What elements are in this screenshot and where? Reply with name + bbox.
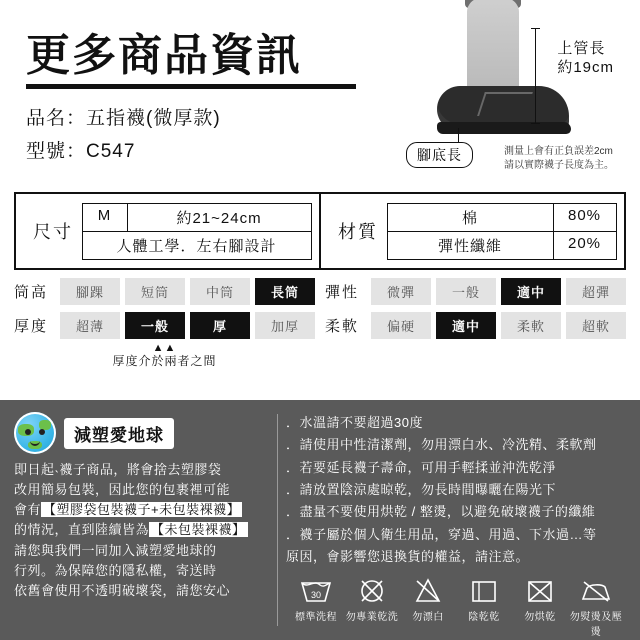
product-photo — [362, 0, 632, 190]
attribute-option[interactable]: 加厚 — [255, 312, 315, 339]
model-value: C547 — [86, 141, 136, 163]
eco-line: 行列。為保障您的隱私權，寄送時 — [14, 562, 217, 578]
shoe-lace — [477, 92, 533, 116]
care-symbol — [400, 575, 456, 638]
care-symbol-caption: 勿漂白 — [412, 611, 444, 623]
care-symbol-caption: 勿專業乾洗 — [345, 611, 399, 623]
size-design: 人體工學．左右腳設計 — [82, 231, 312, 260]
attribute-option[interactable]: 柔軟 — [501, 312, 561, 339]
material-name: 彈性纖維 — [387, 231, 554, 260]
attribute-label: 彈性 — [325, 284, 360, 301]
no-iron-icon — [576, 575, 616, 605]
footnote-text: 厚度介於兩者之間 — [112, 354, 217, 368]
table-row — [387, 231, 616, 259]
material-pct: 20% — [553, 231, 617, 260]
attribute-column-right — [325, 278, 626, 369]
care-symbol — [344, 575, 400, 638]
care-section — [286, 410, 626, 638]
attribute-option[interactable]: 腳踝 — [60, 278, 120, 305]
top-length-label: 上管長 — [557, 40, 606, 57]
attribute-option[interactable]: 中筒 — [190, 278, 250, 305]
list-item: ．若要延長襪子壽命，可用手輕揉並沖洗乾淨 — [286, 459, 557, 475]
material-section — [321, 194, 624, 268]
list-item: ．水溫請不要超過30度 — [286, 415, 423, 430]
attribute-row-thickness — [14, 312, 315, 339]
material-name: 棉 — [387, 203, 554, 232]
size-values — [82, 203, 311, 259]
table-row — [82, 203, 311, 231]
list-item: ．襪子屬於個人衛生用品，穿過、用過、下水過…等 — [286, 526, 597, 542]
list-item: ．盡量不要使用烘乾 / 整燙，以避免破壞襪子的纖維 — [286, 504, 596, 520]
attribute-option-selected[interactable]: 長筒 — [255, 278, 315, 305]
size-range: 約21~24cm — [127, 203, 312, 232]
attribute-row-softness — [325, 312, 626, 339]
eco-line-part: 的情況，直到陸續皆為 — [14, 522, 150, 538]
size-label: 尺寸 — [33, 222, 73, 242]
top-length-measure-line — [535, 28, 536, 124]
attribute-option[interactable]: 偏硬 — [371, 312, 431, 339]
care-symbol — [568, 575, 624, 638]
table-row — [387, 203, 616, 231]
list-item: ．請使用中性清潔劑，勿用漂白水、冷洗精、柔軟劑 — [286, 437, 597, 453]
care-symbol-caption: 標準洗程 — [295, 611, 337, 623]
no-bleach-icon — [408, 575, 448, 605]
eco-line-part: 會有 — [14, 502, 42, 518]
sock-shoe-illustration — [437, 0, 557, 148]
attribute-label: 柔軟 — [325, 318, 360, 335]
eco-badge: 減塑愛地球 — [64, 418, 174, 449]
attribute-option[interactable]: 超薄 — [60, 312, 120, 339]
eco-line: 依舊會使用不透明破壞袋，請您安心 — [14, 582, 231, 598]
eco-section — [14, 410, 269, 630]
attribute-option-selected[interactable]: 厚 — [190, 312, 250, 339]
eco-paragraph — [14, 460, 261, 601]
eco-header — [14, 412, 261, 454]
earth-eye — [39, 429, 45, 435]
earth-icon — [14, 412, 56, 454]
care-symbol — [512, 575, 568, 638]
attribute-option[interactable]: 短筒 — [125, 278, 185, 305]
panel-divider — [277, 414, 278, 626]
list-item: 原因，會影響您退換貨的權益，請注意。 — [286, 549, 530, 565]
attribute-option-selected[interactable]: 一般 — [125, 312, 185, 339]
eco-line: 改用簡易包裝，因此您的包裹裡可能 — [14, 482, 231, 498]
attribute-row-elasticity — [325, 278, 626, 305]
attribute-section — [14, 278, 626, 369]
material-pct: 80% — [553, 203, 617, 232]
attribute-label: 厚度 — [14, 318, 49, 335]
attribute-option-selected[interactable]: 適中 — [501, 278, 561, 305]
table-row — [82, 231, 311, 259]
attribute-column-left — [14, 278, 315, 369]
drip-dry-icon — [464, 575, 504, 605]
care-symbol — [456, 575, 512, 638]
eco-line — [14, 520, 261, 540]
no-dry-clean-icon — [352, 575, 392, 605]
title-underline — [26, 84, 356, 89]
list-item: ．請放置陰涼處晾乾，勿長時間曝曬在陽光下 — [286, 482, 557, 498]
sole-length-label: 腳底長 — [406, 142, 473, 168]
svg-text:30: 30 — [310, 589, 322, 600]
size-value: M — [82, 203, 128, 232]
spec-table — [14, 192, 626, 270]
thickness-footnote — [14, 344, 315, 369]
size-section — [16, 194, 319, 268]
material-values — [387, 203, 616, 259]
header — [0, 0, 640, 190]
attribute-label: 筒高 — [14, 284, 49, 301]
attribute-option[interactable]: 超彈 — [566, 278, 626, 305]
model-label: 型號： — [26, 141, 87, 163]
bottom-panel — [0, 400, 640, 640]
eco-highlight: 【未包裝裸襪】 — [151, 522, 246, 538]
eco-line — [14, 500, 261, 520]
eco-line: 請您與我們一同加入減塑愛地球的 — [14, 542, 217, 558]
sock-body — [467, 0, 519, 94]
product-name-value: 五指襪(微厚款) — [86, 108, 221, 130]
material-label: 材質 — [338, 222, 378, 242]
care-symbol-caption: 勿熨燙及壓燙 — [569, 611, 623, 638]
attribute-option[interactable]: 一般 — [436, 278, 496, 305]
care-symbol — [288, 575, 344, 638]
care-symbol-caption: 勿烘乾 — [524, 611, 556, 623]
care-symbols — [286, 569, 626, 640]
care-symbol-caption: 陰乾乾 — [468, 611, 500, 623]
attribute-row-height — [14, 278, 315, 305]
eco-line: 即日起˴襪子商品，將會捨去塑膠袋 — [14, 462, 222, 477]
attribute-option[interactable]: 超軟 — [566, 312, 626, 339]
top-length-annotation — [557, 40, 614, 78]
page-title: 更多商品資訊 — [26, 31, 302, 80]
eco-highlight: 【塑膠袋包裝襪子+未包裝裸襪】 — [43, 502, 241, 518]
attribute-option-selected[interactable]: 適中 — [436, 312, 496, 339]
wash-30-icon — [296, 575, 336, 605]
measurement-note: 測量上會有正負誤差2cm 請以實際襪子長度為主。 — [504, 146, 614, 171]
care-list — [286, 412, 626, 569]
earth-eye — [25, 429, 31, 435]
product-name-label: 品名： — [26, 108, 87, 130]
footnote-arrow: ▲▲ — [152, 342, 177, 354]
no-tumble-dry-icon — [520, 575, 560, 605]
attribute-option[interactable]: 微彈 — [371, 278, 431, 305]
top-length-value: 約19cm — [557, 58, 614, 76]
